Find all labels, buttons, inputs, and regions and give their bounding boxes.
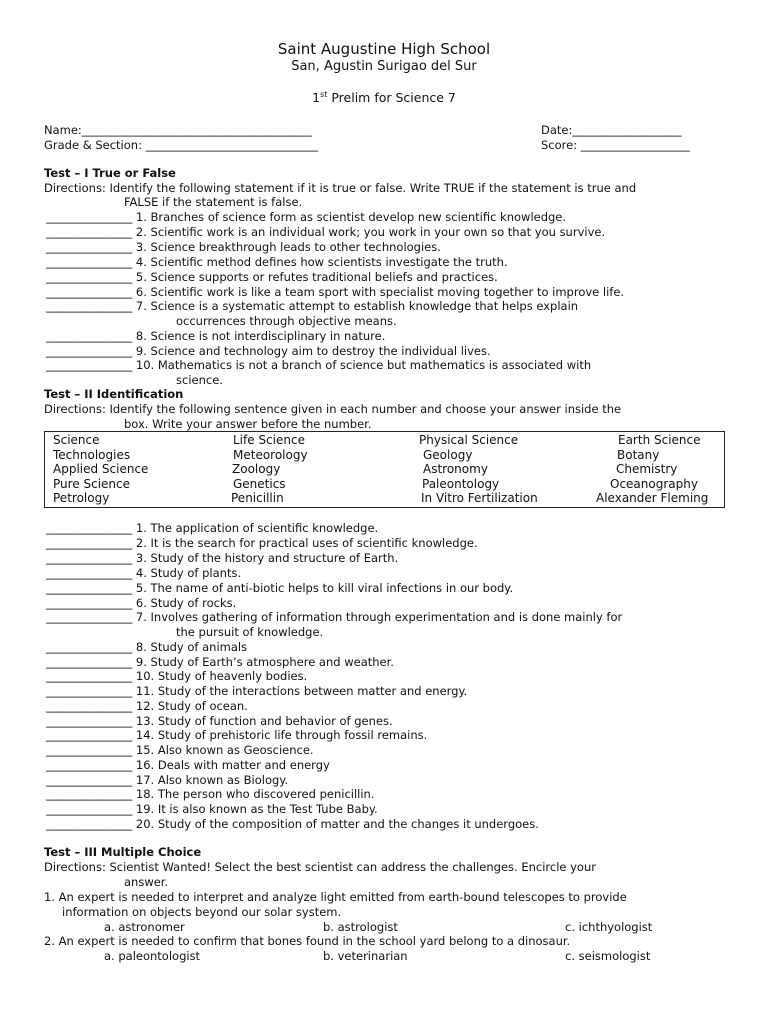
test2-directions-line1: Directions: Identify the following sentence given in each number and choose your answer inside the bbox=[44, 402, 622, 416]
exam-title-number: 1 bbox=[312, 90, 321, 106]
score-field[interactable]: Score: ___________________ bbox=[541, 138, 690, 152]
choice-item: Physical Science bbox=[419, 433, 519, 447]
test2-directions-line2: box. Write your answer before the number. bbox=[124, 417, 372, 431]
choice-item: Life Science bbox=[233, 433, 305, 447]
choice-item: Technologies bbox=[53, 448, 131, 462]
test1-item[interactable]: _______________ 9. Science and technology aim to destroy the individual lives. bbox=[46, 344, 491, 358]
test3-title: Test – III Multiple Choice bbox=[44, 845, 202, 859]
test2-item7-continuation: the pursuit of knowledge. bbox=[176, 625, 324, 639]
test2-item[interactable]: _______________ 3. Study of the history and structure of Earth. bbox=[46, 551, 399, 565]
q2-option-b[interactable]: b. veterinarian bbox=[323, 949, 408, 963]
choice-item: Alexander Fleming bbox=[596, 491, 709, 505]
q2-option-a[interactable]: a. paleontologist bbox=[104, 949, 201, 963]
answer-choices-box bbox=[44, 431, 725, 508]
q1-option-a[interactable]: a. astronomer bbox=[104, 920, 185, 934]
test1-item[interactable]: _______________ 4. Scientific method defines how scientists investigate the truth. bbox=[46, 255, 508, 269]
exam-title-text: Prelim for Science 7 bbox=[327, 90, 456, 106]
test1-item[interactable]: _______________ 2. Scientific work is an individual work; you work in your own so that you survive. bbox=[46, 225, 606, 239]
test1-item[interactable]: _______________ 5. Science supports or refutes traditional beliefs and practices. bbox=[46, 270, 498, 284]
grade-section-field[interactable]: Grade & Section: ______________________________ bbox=[44, 138, 319, 152]
choice-item: In Vitro Fertilization bbox=[421, 491, 538, 505]
test2-item[interactable]: _______________ 5. The name of anti-biotic helps to kill viral infections in our body. bbox=[46, 581, 514, 595]
test1-item10-continuation: science. bbox=[176, 373, 223, 387]
choice-item: Chemistry bbox=[616, 462, 678, 476]
choice-item: Earth Science bbox=[618, 433, 701, 447]
question-2: 2. An expert is needed to confirm that bones found in the school yard belong to a dinosaur. bbox=[44, 934, 571, 948]
choice-item: Paleontology bbox=[422, 477, 500, 491]
test1-item7-continuation: occurrences through objective means. bbox=[176, 314, 397, 328]
choice-item: Applied Science bbox=[53, 462, 149, 476]
test2-item[interactable]: _______________ 20. Study of the composition of matter and the changes it undergoes. bbox=[46, 817, 539, 831]
exam-title-superscript: st bbox=[320, 90, 328, 99]
test2-item[interactable]: _______________ 14. Study of prehistoric life through fossil remains. bbox=[46, 728, 428, 742]
test2-item[interactable]: _______________ 13. Study of function and behavior of genes. bbox=[46, 714, 393, 728]
test2-item[interactable]: _______________ 7. Involves gathering of information through experimentation and is done mainly for bbox=[46, 610, 623, 624]
test1-item[interactable]: _______________ 7. Science is a systematic attempt to establish knowledge that helps explain bbox=[46, 299, 579, 313]
choice-item: Oceanography bbox=[610, 477, 698, 491]
test3-directions-line1: Directions: Scientist Wanted! Select the best scientist can address the challenges. Encircle your bbox=[44, 860, 596, 874]
date-field[interactable]: Date:___________________ bbox=[541, 123, 682, 137]
test1-item[interactable]: _______________ 10. Mathematics is not a branch of science but mathematics is associated with bbox=[46, 358, 592, 372]
q1-option-c[interactable]: c. ichthyologist bbox=[565, 920, 653, 934]
choice-item: Penicillin bbox=[231, 491, 284, 505]
q1-option-b[interactable]: b. astrologist bbox=[323, 920, 398, 934]
question-1: 1. An expert is needed to interpret and analyze light emitted from earth-bound telescopes to provide bbox=[44, 890, 627, 904]
test2-item[interactable]: _______________ 19. It is also known as the Test Tube Baby. bbox=[46, 802, 378, 816]
test1-directions-line2: FALSE if the statement is false. bbox=[124, 195, 303, 209]
exam-title bbox=[0, 90, 768, 105]
school-address: San, Agustin Surigao del Sur bbox=[291, 59, 477, 74]
test2-title: Test – II Identification bbox=[44, 387, 184, 401]
school-name: Saint Augustine High School bbox=[277, 40, 491, 58]
test2-item[interactable]: _______________ 9. Study of Earth’s atmosphere and weather. bbox=[46, 655, 394, 669]
test1-item[interactable]: _______________ 6. Scientific work is like a team sport with specialist moving together to improve life. bbox=[46, 285, 625, 299]
test2-item[interactable]: _______________ 12. Study of ocean. bbox=[46, 699, 248, 713]
test2-item[interactable]: _______________ 2. It is the search for practical uses of scientific knowledge. bbox=[46, 536, 478, 550]
choice-item: Meteorology bbox=[233, 448, 308, 462]
choice-item: Botany bbox=[617, 448, 660, 462]
test1-title: Test – I True or False bbox=[44, 166, 176, 180]
choice-item: Science bbox=[53, 433, 100, 447]
test2-item[interactable]: _______________ 1. The application of scientific knowledge. bbox=[46, 521, 379, 535]
test1-directions-line1: Directions: Identify the following statement if it is true or false. Write TRUE if the statement is true and bbox=[44, 181, 637, 195]
test2-item[interactable]: _______________ 4. Study of plants. bbox=[46, 566, 242, 580]
test1-item[interactable]: _______________ 1. Branches of science form as scientist develop new scientific knowledge. bbox=[46, 210, 567, 224]
choice-item: Pure Science bbox=[53, 477, 131, 491]
choice-item: Geology bbox=[423, 448, 473, 462]
choice-item: Genetics bbox=[233, 477, 286, 491]
question-1-continuation: information on objects beyond our solar system. bbox=[62, 905, 342, 919]
test2-item[interactable]: _______________ 18. The person who discovered penicillin. bbox=[46, 787, 375, 801]
test1-item[interactable]: _______________ 3. Science breakthrough leads to other technologies. bbox=[46, 240, 441, 254]
test2-item[interactable]: _______________ 11. Study of the interactions between matter and energy. bbox=[46, 684, 468, 698]
test2-item[interactable]: _______________ 17. Also known as Biology. bbox=[46, 773, 289, 787]
test2-item[interactable]: _______________ 10. Study of heavenly bodies. bbox=[46, 669, 308, 683]
test2-item[interactable]: _______________ 15. Also known as Geoscience. bbox=[46, 743, 314, 757]
q2-option-c[interactable]: c. seismologist bbox=[565, 949, 651, 963]
choice-item: Petrology bbox=[53, 491, 110, 505]
test2-item[interactable]: _______________ 6. Study of rocks. bbox=[46, 596, 237, 610]
test2-item[interactable]: _______________ 8. Study of animals bbox=[46, 640, 248, 654]
test3-directions-line2: answer. bbox=[124, 875, 169, 889]
choice-item: Zoology bbox=[232, 462, 281, 476]
test1-item[interactable]: _______________ 8. Science is not interdisciplinary in nature. bbox=[46, 329, 386, 343]
name-field[interactable]: Name:________________________________________ bbox=[44, 123, 312, 137]
choice-item: Astronomy bbox=[423, 462, 488, 476]
test2-item[interactable]: _______________ 16. Deals with matter and energy bbox=[46, 758, 330, 772]
